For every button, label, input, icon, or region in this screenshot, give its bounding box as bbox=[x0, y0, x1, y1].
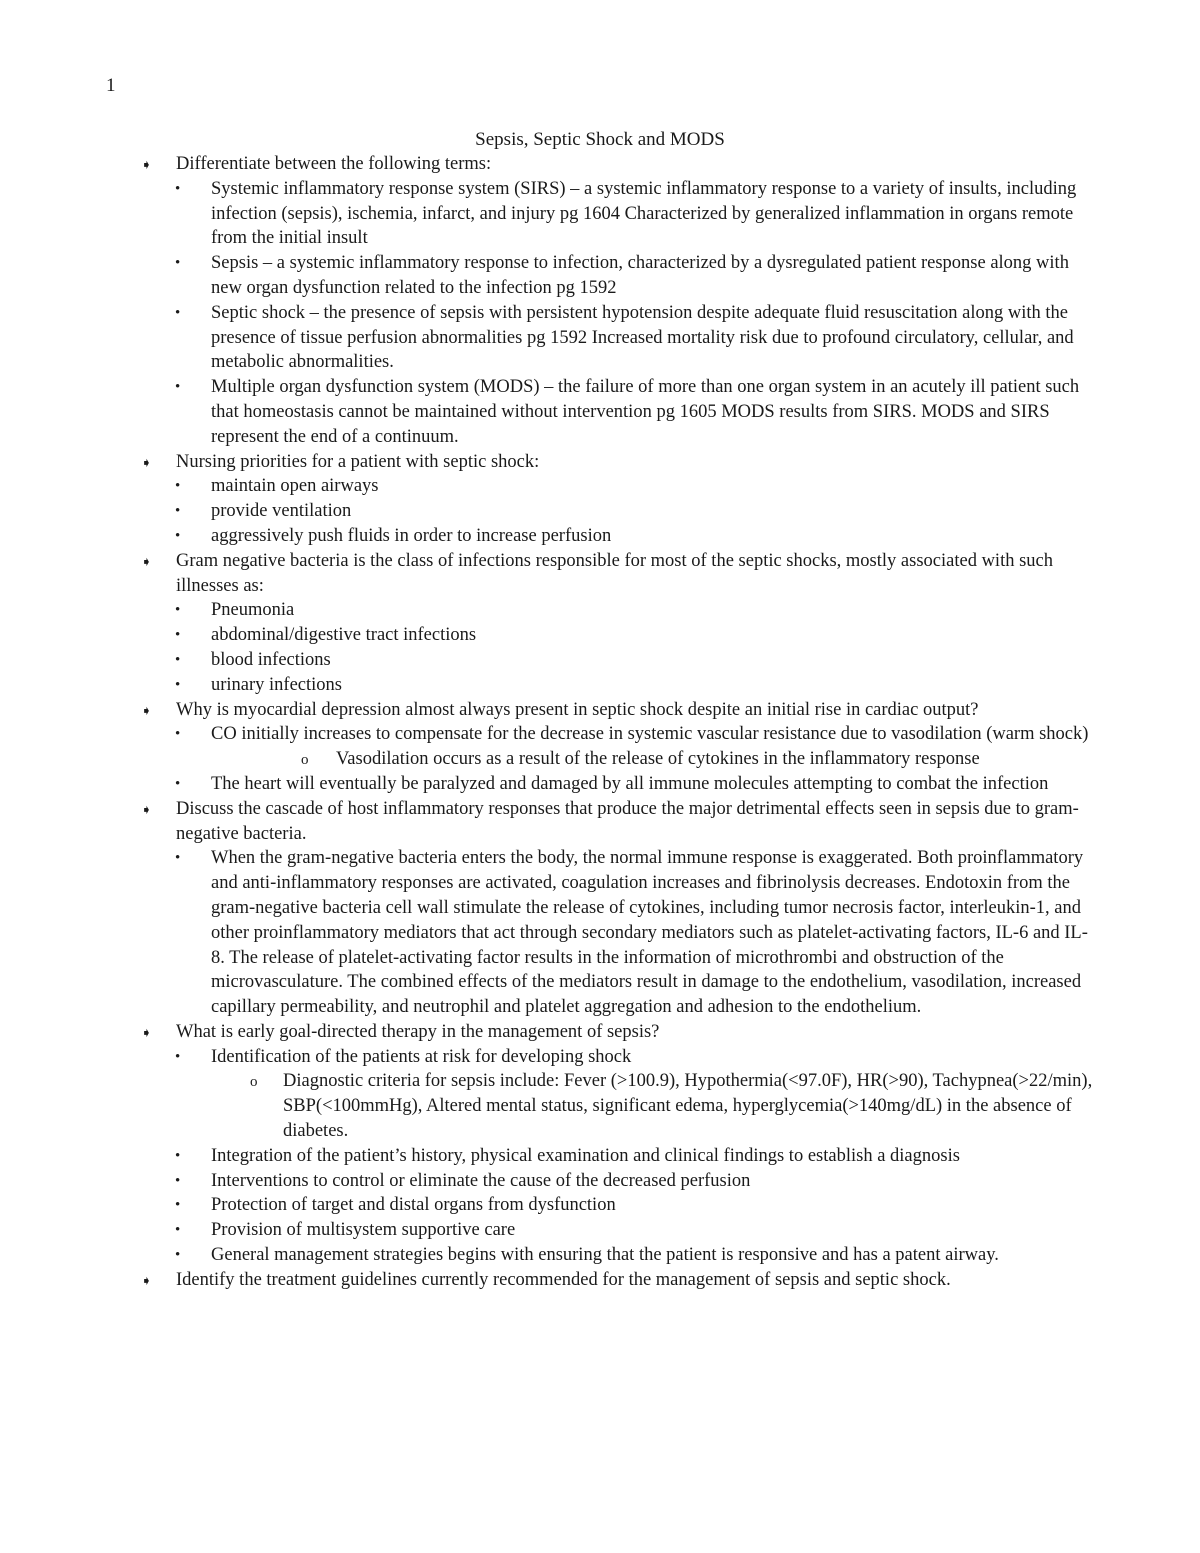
sub-item bbox=[0, 623, 1200, 648]
sub-item-text: Pneumonia bbox=[211, 600, 295, 621]
circle-bullet-icon: o bbox=[301, 752, 309, 769]
sub-item-text: abdominal/digestive tract infections bbox=[211, 625, 477, 646]
outline-item-myocardial-depression bbox=[0, 698, 1200, 723]
dot-bullet-icon: • bbox=[175, 180, 181, 197]
sub-item bbox=[0, 1045, 1200, 1070]
outline-item-nursing-priorities bbox=[0, 450, 1200, 475]
sub-item-text: urinary infections bbox=[211, 674, 342, 695]
sub-item-text: blood infections bbox=[211, 649, 331, 670]
page-number: 1 bbox=[106, 75, 116, 96]
dot-bullet-icon: • bbox=[175, 850, 181, 867]
sub-item-text: The heart will eventually be paralyzed and damaged by all immune molecules attempting to combat the infection bbox=[211, 773, 1049, 794]
sub-item bbox=[0, 1193, 1200, 1218]
sub-item bbox=[0, 1144, 1200, 1169]
sub-item-septic-shock bbox=[0, 301, 1200, 375]
arrow-bullet-icon: ➧ bbox=[141, 1272, 152, 1288]
sub-item bbox=[0, 648, 1200, 673]
sub-item-text: General management strategies begins with ensuring that the patient is responsive and has a patent airway. bbox=[211, 1245, 999, 1266]
item-text: Nursing priorities for a patient with septic shock: bbox=[176, 451, 540, 472]
sub-sub-item bbox=[0, 747, 1200, 772]
sub-item-text: CO initially increases to compensate for the decrease in systemic vascular resistance due to vasodilation (warm shock) bbox=[211, 724, 1089, 745]
sub-item-text: When the gram-negative bacteria enters the body, the normal immune response is exaggerated. Both proinflammatory and anti-inflammatory responses are activated, coagulation increases and fibrinolysis decreases. Endotoxin from the gram-negative bacteria cell wall stimulate the release of cytokines, including tumor necrosis factor, interleukin-1, and other proinflammatory mediators that act through secondary mediators such as platelet-activating factors, IL-6 and IL-8. The release of platelet-activating factor results in the information of microthrombi and obstruction of the microvasculature. The combined effects of the mediators result in damage to the endothelium, vasodilation, increased capillary permeability, and neutrophil and platelet aggregation and adhesion to the endothelium. bbox=[211, 848, 1088, 1018]
item-text: What is early goal-directed therapy in the management of sepsis? bbox=[176, 1021, 660, 1042]
outline-list bbox=[0, 152, 1200, 1293]
dot-bullet-icon: • bbox=[175, 527, 181, 544]
sub-item bbox=[0, 1218, 1200, 1243]
dot-bullet-icon: • bbox=[175, 1147, 181, 1164]
sub-item-text: Multiple organ dysfunction system (MODS) – the failure of more than one organ system in an acutely ill patient such that homeostasis cannot be maintained without intervention pg 1605 MODS results from SIRS. MODS and SIRS represent the end of a continuum. bbox=[211, 377, 1080, 447]
dot-bullet-icon: • bbox=[175, 379, 181, 396]
arrow-bullet-icon: ➧ bbox=[141, 801, 152, 817]
outline-item-inflammatory-cascade bbox=[0, 797, 1200, 847]
sub-item bbox=[0, 772, 1200, 797]
sub-item bbox=[0, 598, 1200, 623]
sub-item-text: Provision of multisystem supportive care bbox=[211, 1220, 516, 1241]
document-title: Sepsis, Septic Shock and MODS bbox=[475, 129, 725, 150]
dot-bullet-icon: • bbox=[175, 255, 181, 272]
dot-bullet-icon: • bbox=[175, 726, 181, 743]
sub-sub-item bbox=[0, 1069, 1200, 1143]
dot-bullet-icon: • bbox=[175, 1172, 181, 1189]
dot-bullet-icon: • bbox=[175, 304, 181, 321]
sub-item bbox=[0, 499, 1200, 524]
item-text: Discuss the cascade of host inflammatory responses that produce the major detrimental effects seen in sepsis due to gram-negative bacteria. bbox=[176, 798, 1079, 844]
sub-item-text: Systemic inflammatory response system (SIRS) – a systemic inflammatory response to a variety of insults, including infection (sepsis), ischemia, infarct, and injury pg 1604 Characterized by generalized inflammation in organs remote from the initial insult bbox=[211, 178, 1077, 249]
dot-bullet-icon: • bbox=[175, 651, 181, 668]
sub-item-sepsis bbox=[0, 251, 1200, 301]
sub-item-text: aggressively push fluids in order to increase perfusion bbox=[211, 525, 612, 546]
arrow-bullet-icon: ➧ bbox=[141, 1024, 152, 1040]
outline-item-differentiate-terms bbox=[0, 152, 1200, 177]
outline-item-early-goal-directed-therapy bbox=[0, 1020, 1200, 1045]
item-text: Identify the treatment guidelines currently recommended for the management of sepsis and septic shock. bbox=[176, 1269, 951, 1290]
item-text: Why is myocardial depression almost always present in septic shock despite an initial rise in cardiac output? bbox=[176, 699, 979, 720]
sub-item bbox=[0, 1169, 1200, 1194]
dot-bullet-icon: • bbox=[175, 602, 181, 619]
arrow-bullet-icon: ➧ bbox=[141, 454, 152, 470]
dot-bullet-icon: • bbox=[175, 775, 181, 792]
arrow-bullet-icon: ➧ bbox=[141, 553, 152, 569]
dot-bullet-icon: • bbox=[175, 627, 181, 644]
dot-bullet-icon: • bbox=[175, 676, 181, 693]
sub-item bbox=[0, 524, 1200, 549]
sub-item-text: Sepsis – a systemic inflammatory response to infection, characterized by a dysregulated patient response along with new organ dysfunction related to the infection pg 1592 bbox=[211, 253, 1069, 298]
dot-bullet-icon: • bbox=[175, 1048, 181, 1065]
item-text: Differentiate between the following terms: bbox=[176, 154, 492, 174]
sub-item bbox=[0, 673, 1200, 698]
dot-bullet-icon: • bbox=[175, 478, 181, 495]
sub-item-text: Identification of the patients at risk for developing shock bbox=[211, 1046, 632, 1067]
arrow-bullet-icon: ➧ bbox=[141, 702, 152, 718]
sub-sub-item-text: Diagnostic criteria for sepsis include: Fever (>100.9), Hypothermia(<97.0F), HR(>90), Tachypnea(>22/min), SBP(<100mmHg), Altered mental status, significant edema, hyperglycemia(>140mg/dL) in the absence of diabetes. bbox=[283, 1071, 1093, 1142]
sub-item-text: Integration of the patient’s history, physical examination and clinical findings to establish a diagnosis bbox=[211, 1145, 960, 1166]
dot-bullet-icon: • bbox=[175, 1197, 181, 1214]
sub-item bbox=[0, 722, 1200, 747]
sub-item-sirs bbox=[0, 177, 1200, 251]
outline-item-gram-negative bbox=[0, 549, 1200, 599]
sub-item bbox=[0, 474, 1200, 499]
dot-bullet-icon: • bbox=[175, 503, 181, 520]
circle-bullet-icon: o bbox=[250, 1074, 258, 1091]
sub-item-text: provide ventilation bbox=[211, 501, 352, 522]
sub-sub-item-text: Vasodilation occurs as a result of the release of cytokines in the inflammatory response bbox=[336, 749, 980, 770]
sub-item-text: Interventions to control or eliminate the cause of the decreased perfusion bbox=[211, 1170, 751, 1191]
sub-item bbox=[0, 846, 1200, 1020]
dot-bullet-icon: • bbox=[175, 1222, 181, 1239]
sub-item-text: Septic shock – the presence of sepsis with persistent hypotension despite adequate fluid resuscitation along with the presence of tissue perfusion abnormalities pg 1592 Increased mortality risk due to profound circulatory, cellular, and metabolic abnormalities. bbox=[211, 302, 1074, 373]
outline bbox=[0, 152, 1200, 1293]
arrow-bullet-icon: ➧ bbox=[141, 157, 152, 172]
sub-item bbox=[0, 1243, 1200, 1268]
sub-item-text: Protection of target and distal organs from dysfunction bbox=[211, 1195, 616, 1216]
sub-item-mods bbox=[0, 375, 1200, 449]
outline-item-treatment-guidelines bbox=[0, 1268, 1200, 1293]
dot-bullet-icon: • bbox=[175, 1247, 181, 1264]
sub-item-text: maintain open airways bbox=[211, 476, 379, 497]
item-text: Gram negative bacteria is the class of infections responsible for most of the septic shocks, mostly associated with such illnesses as: bbox=[176, 550, 1053, 596]
